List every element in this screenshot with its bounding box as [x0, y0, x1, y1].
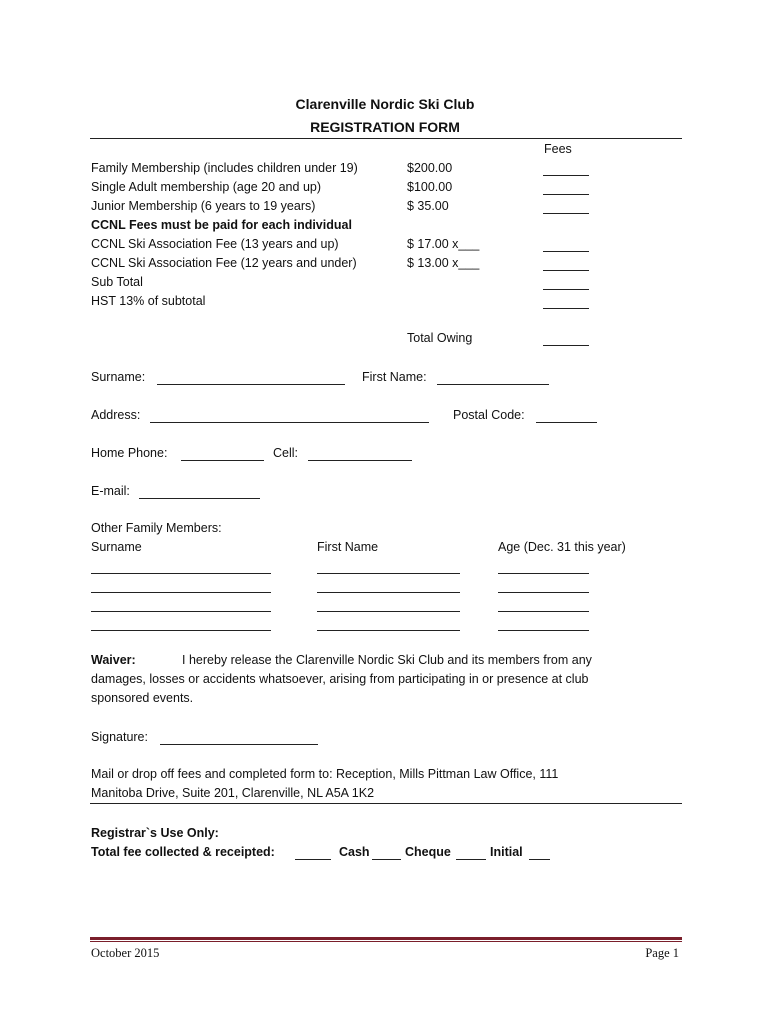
fee-blank-ccnl-12-under[interactable] — [543, 270, 589, 271]
family-surname-field[interactable] — [91, 630, 271, 631]
fee-amount-ccnl-13-up: $ 17.00 x___ — [407, 237, 480, 251]
club-name: Clarenville Nordic Ski Club — [295, 96, 475, 112]
fee-amount-family: $200.00 — [407, 161, 453, 175]
fee-label-junior: Junior Membership (6 years to 19 years) — [91, 199, 316, 213]
waiver-label: Waiver: — [91, 653, 136, 667]
total-fee-collected-field[interactable] — [295, 859, 331, 860]
fee-label-single-adult: Single Adult membership (age 20 and up) — [91, 180, 322, 194]
title-divider — [90, 138, 682, 139]
waiver-text-line-2: damages, losses or accidents whatsoever, arising from participating in or presence at club — [91, 672, 589, 686]
waiver-text-line-1: I hereby release the Clarenville Nordic Ski Club and its members from any — [182, 653, 592, 667]
fee-amount-junior: $ 35.00 — [407, 199, 449, 213]
cash-label: Cash — [339, 845, 370, 859]
family-col-surname: Surname — [91, 540, 142, 554]
family-age-field[interactable] — [498, 630, 589, 631]
sub-total-label: Sub Total — [91, 275, 143, 289]
fee-blank-junior[interactable] — [543, 213, 589, 214]
cash-field[interactable] — [372, 859, 401, 860]
fee-amount-single-adult: $100.00 — [407, 180, 453, 194]
initial-label: Initial — [490, 845, 523, 859]
home-phone-label: Home Phone: — [91, 446, 168, 460]
first-name-field[interactable] — [437, 384, 549, 385]
postal-code-field[interactable] — [536, 422, 597, 423]
family-surname-field[interactable] — [91, 573, 271, 574]
email-label: E-mail: — [91, 484, 130, 498]
initial-field[interactable] — [529, 859, 550, 860]
sub-total-blank[interactable] — [543, 289, 589, 290]
hst-blank[interactable] — [543, 308, 589, 309]
mail-instructions-line-1: Mail or drop off fees and completed form to: Reception, Mills Pittman Law Office, 111 — [91, 767, 559, 781]
signature-label: Signature: — [91, 730, 148, 744]
cell-field[interactable] — [308, 460, 412, 461]
footer-page-number: Page 1 — [645, 946, 679, 960]
hst-label: HST 13% of subtotal — [91, 294, 206, 308]
mail-instructions-line-2: Manitoba Drive, Suite 201, Clarenville, NL A5A 1K2 — [91, 786, 375, 800]
fee-blank-ccnl-13-up[interactable] — [543, 251, 589, 252]
fee-amount-ccnl-12-under: $ 13.00 x___ — [407, 256, 480, 270]
address-label: Address: — [91, 408, 141, 422]
mail-divider — [90, 803, 682, 804]
footer-rule — [90, 937, 682, 940]
family-age-field[interactable] — [498, 611, 589, 612]
family-first-name-field[interactable] — [317, 592, 460, 593]
total-owing-blank[interactable] — [543, 345, 589, 346]
surname-label: Surname: — [91, 370, 146, 384]
fees-column-header: Fees — [544, 142, 572, 156]
family-age-field[interactable] — [498, 592, 589, 593]
family-surname-field[interactable] — [91, 592, 271, 593]
home-phone-field[interactable] — [181, 460, 264, 461]
ccnl-notice: CCNL Fees must be paid for each individual — [91, 218, 352, 232]
fee-blank-single-adult[interactable] — [543, 194, 589, 195]
postal-code-label: Postal Code: — [453, 408, 525, 422]
registrar-heading: Registrar`s Use Only: — [91, 826, 219, 840]
fee-label-family: Family Membership (includes children under 19) — [91, 161, 358, 175]
family-surname-field[interactable] — [91, 611, 271, 612]
signature-field[interactable] — [160, 744, 318, 745]
footer-date: October 2015 — [91, 946, 160, 960]
fee-label-ccnl-13-up: CCNL Ski Association Fee (13 years and up) — [91, 237, 339, 251]
family-first-name-field[interactable] — [317, 611, 460, 612]
footer-rule-thin — [90, 941, 682, 942]
form-title: REGISTRATION FORM — [310, 119, 460, 135]
family-col-first-name: First Name — [317, 540, 379, 554]
first-name-label: First Name: — [362, 370, 427, 384]
fee-label-ccnl-12-under: CCNL Ski Association Fee (12 years and under) — [91, 256, 357, 270]
cheque-label: Cheque — [405, 845, 451, 859]
email-field[interactable] — [139, 498, 260, 499]
cheque-field[interactable] — [456, 859, 486, 860]
family-col-age: Age (Dec. 31 this year) — [498, 540, 626, 554]
family-first-name-field[interactable] — [317, 573, 460, 574]
waiver-text-line-3: sponsored events. — [91, 691, 194, 705]
surname-field[interactable] — [157, 384, 345, 385]
total-fee-collected-label: Total fee collected & receipted: — [91, 845, 275, 859]
total-owing-label: Total Owing — [407, 331, 473, 345]
family-first-name-field[interactable] — [317, 630, 460, 631]
cell-label: Cell: — [273, 446, 299, 460]
family-heading: Other Family Members: — [91, 521, 222, 535]
address-field[interactable] — [150, 422, 429, 423]
family-age-field[interactable] — [498, 573, 589, 574]
fee-blank-family[interactable] — [543, 175, 589, 176]
